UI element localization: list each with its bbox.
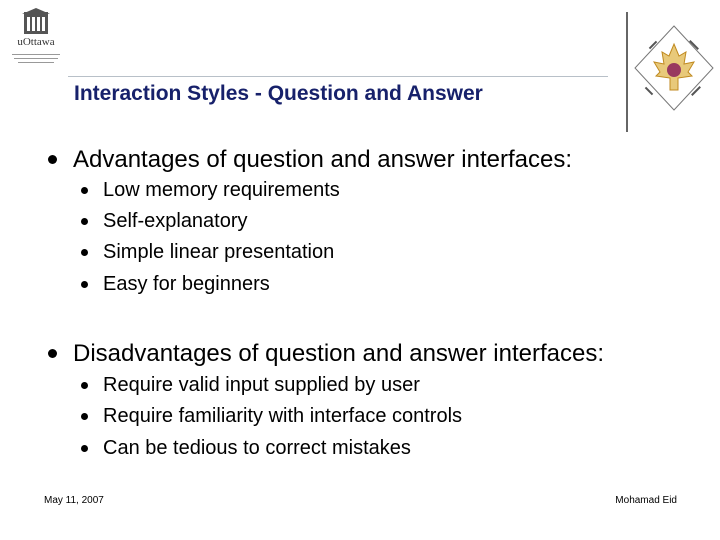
uottawa-logo [8, 8, 64, 70]
bullet-icon [81, 218, 88, 225]
section-heading: Advantages of question and answer interfaces: [73, 146, 572, 173]
bullet-icon [81, 249, 88, 256]
bullet-icon [81, 445, 88, 452]
slide-title: Interaction Styles - Question and Answer [74, 82, 483, 105]
title-divider [68, 76, 608, 77]
section-heading: Disadvantages of question and answer interfaces: [73, 340, 604, 367]
bullet-icon [48, 155, 57, 164]
footer-date: May 11, 2007 [44, 495, 104, 506]
mcrlab-maple-leaf-seal-icon [626, 10, 720, 134]
bullet-icon [81, 187, 88, 194]
bullet-icon [48, 349, 57, 358]
uottawa-wordmark: uOttawa [17, 36, 55, 48]
university-building-icon [8, 8, 64, 36]
bullet-icon [81, 382, 88, 389]
bullet-icon [81, 413, 88, 420]
mcrlab-logo [626, 10, 720, 134]
footer-author: Mohamad Eid [615, 495, 677, 506]
uottawa-tagline-graphic [12, 52, 60, 66]
bullet-icon [81, 281, 88, 288]
